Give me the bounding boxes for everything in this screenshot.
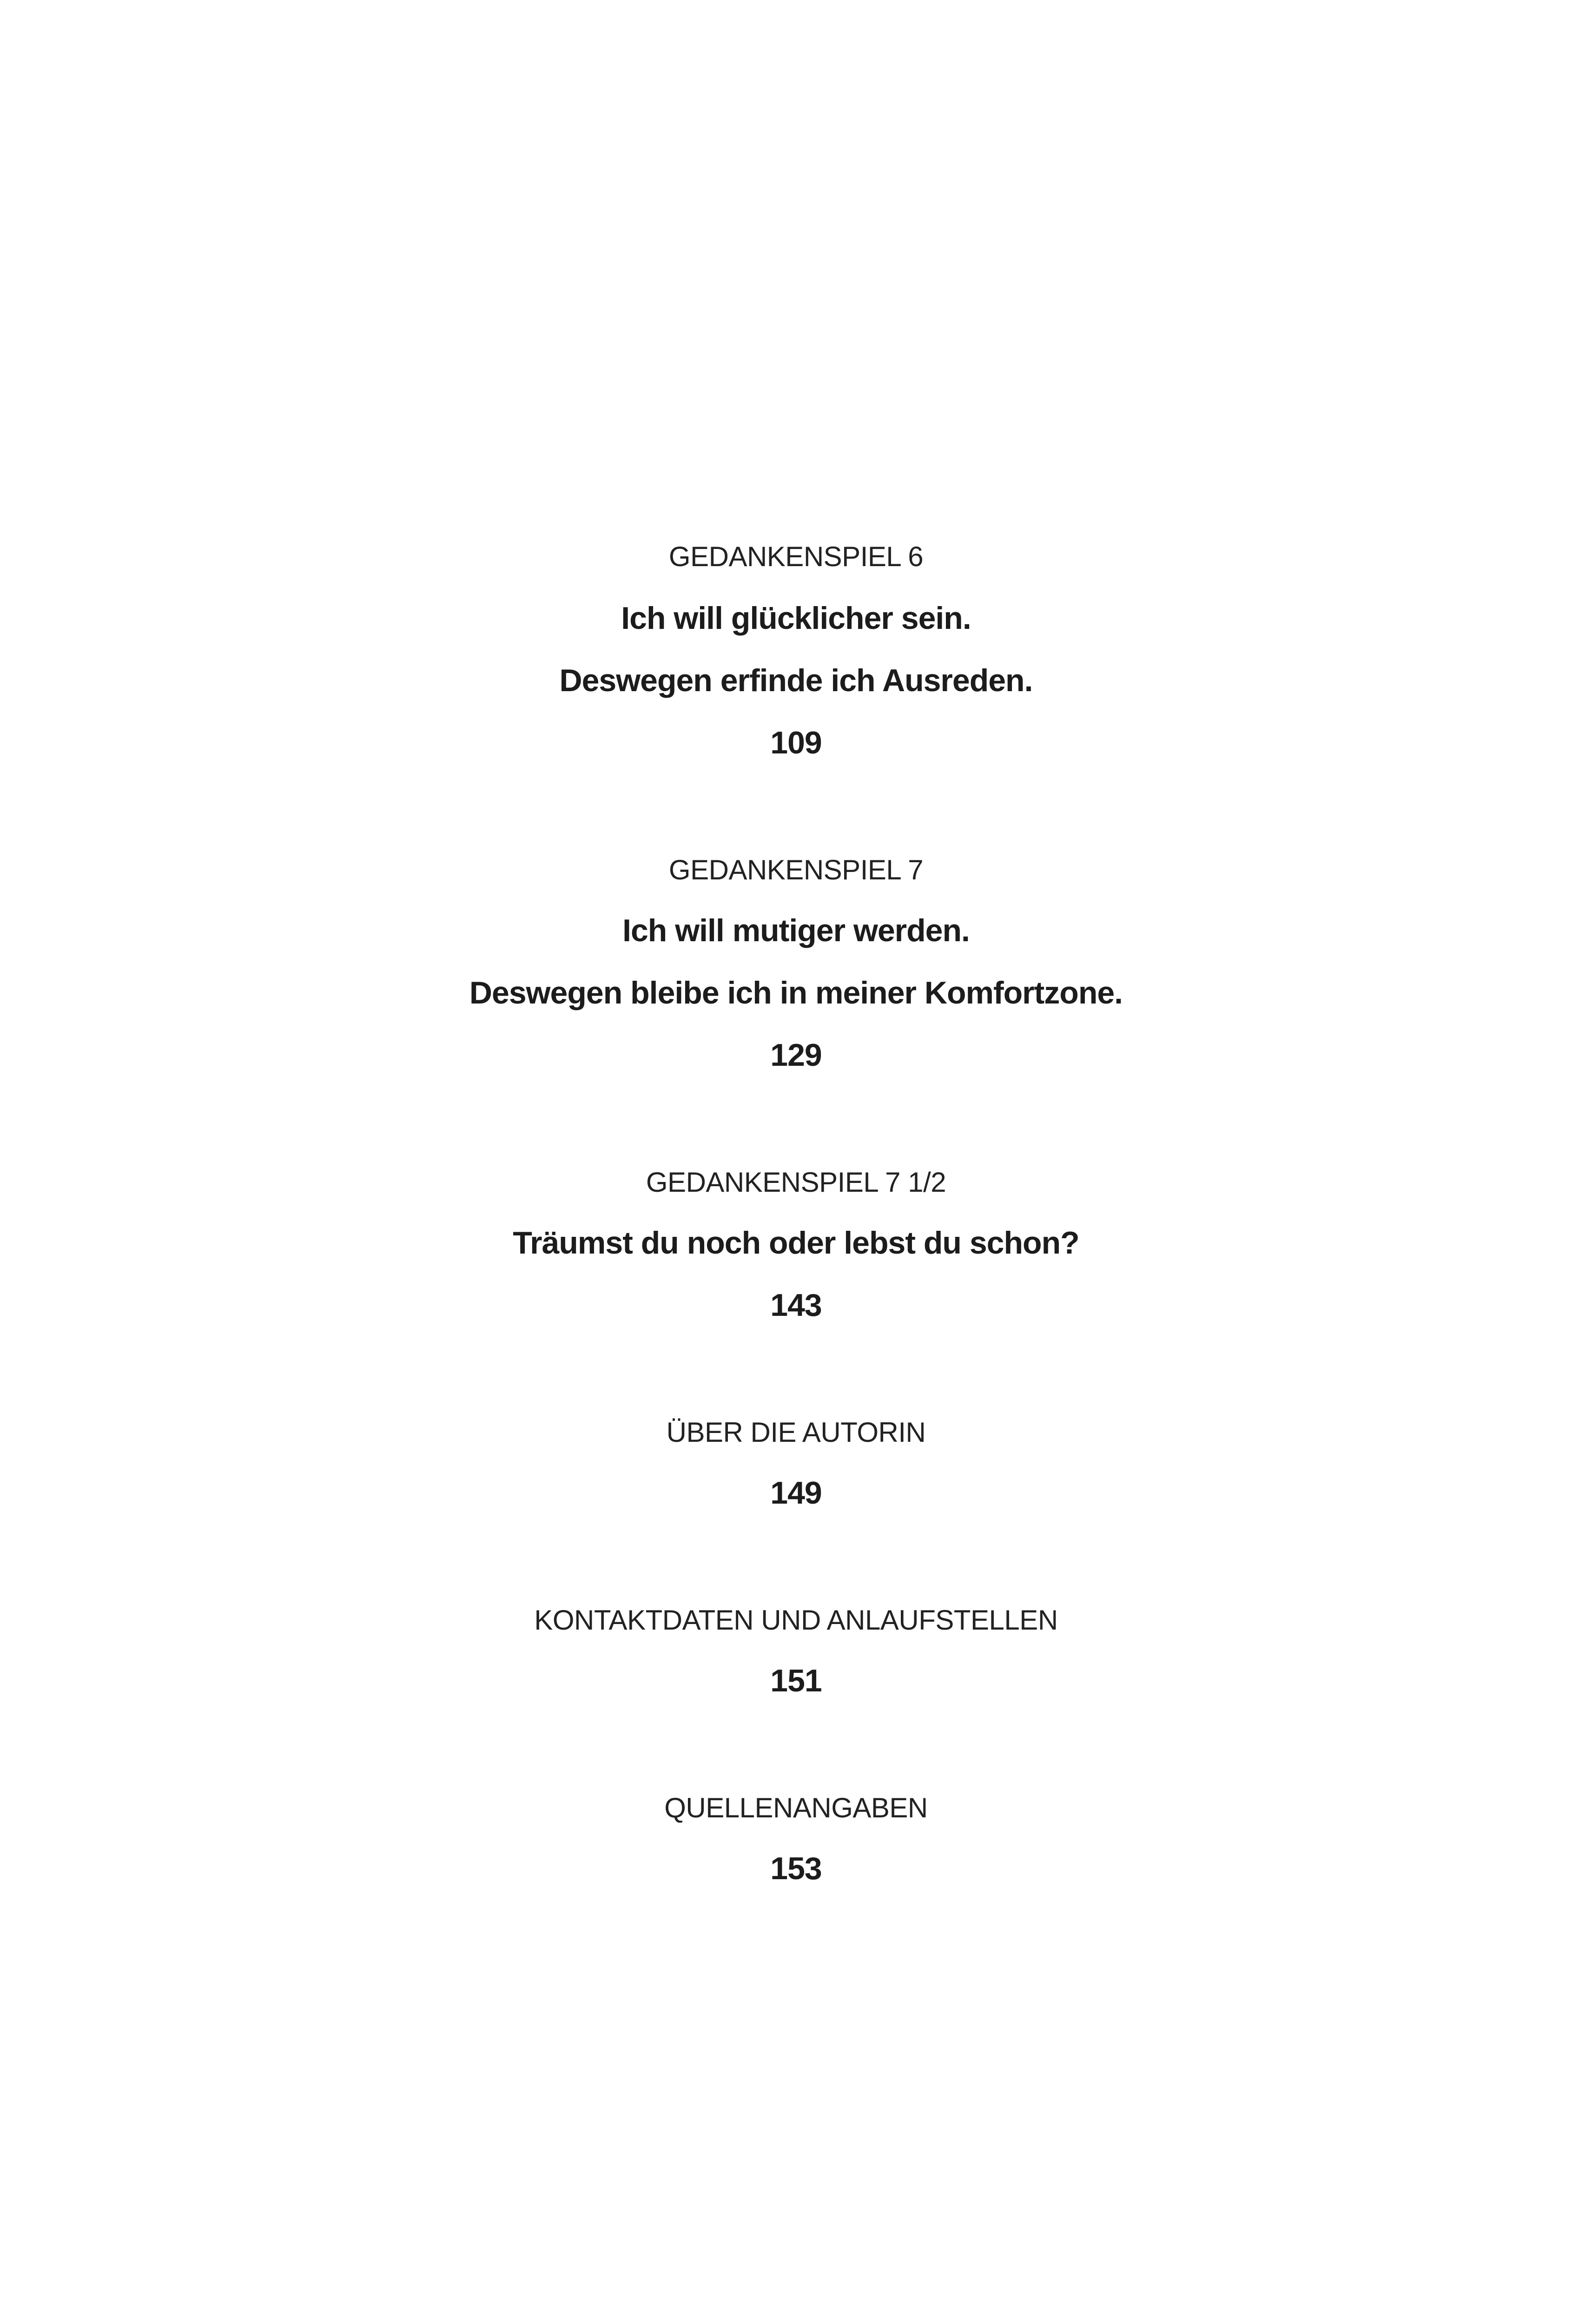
toc-entry-label: QUELLENANGABEN [664,1792,928,1823]
toc-entry-label: KONTAKTDATEN UND ANLAUFSTELLEN [534,1604,1058,1636]
toc-entry-label: ÜBER DIE AUTORIN [666,1417,926,1448]
toc-entry-label: GEDANKENSPIEL 7 [668,854,924,885]
toc-entry-page-number: 153 [770,1851,822,1886]
toc-entry-page-number: 109 [770,725,822,760]
toc-entry-page-number: 129 [770,1037,822,1073]
toc-entry-title-line: Ich will glücklicher sein. [621,601,971,636]
toc-entry-title-line: Träumst du noch oder lebst du schon? [513,1225,1079,1261]
toc-entry-page-number: 143 [770,1287,822,1323]
toc-entry-label: GEDANKENSPIEL 6 [668,541,924,572]
toc-entry-page-number: 151 [770,1663,822,1698]
toc-entry-label: GEDANKENSPIEL 7 1/2 [646,1167,946,1198]
toc-entry-title-line: Deswegen erfinde ich Ausreden. [559,663,1033,698]
toc-entry-title-line: Deswegen bleibe ich in meiner Komfortzone. [469,975,1123,1010]
toc-entry-title-line: Ich will mutiger werden. [622,913,970,948]
toc-entry-page-number: 149 [770,1475,822,1511]
